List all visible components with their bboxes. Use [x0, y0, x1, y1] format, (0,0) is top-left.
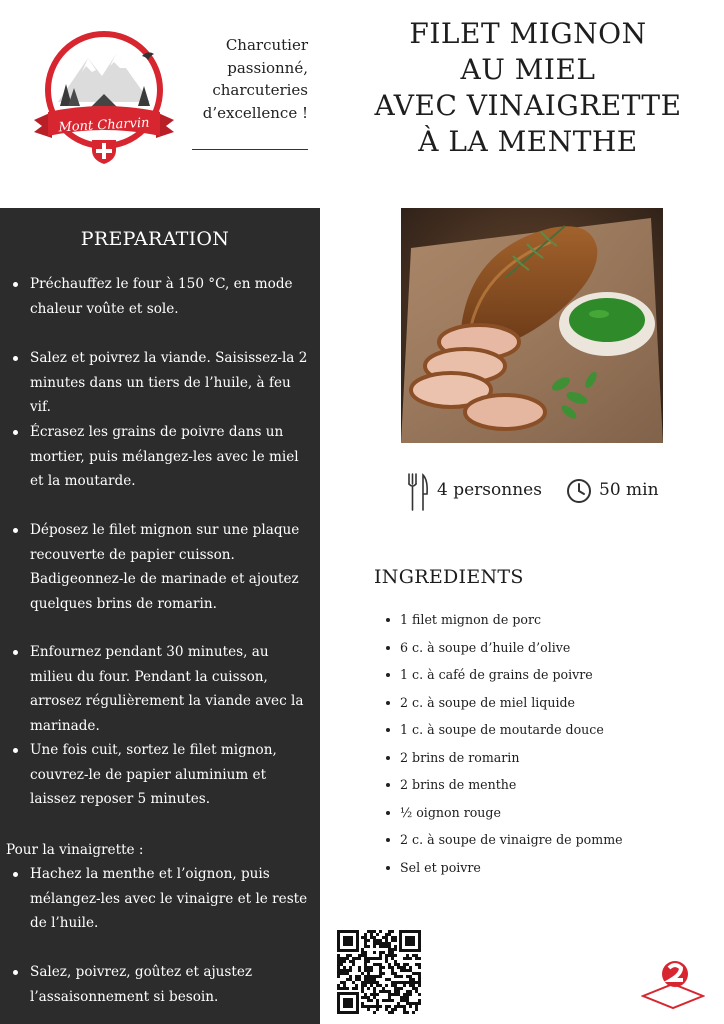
ingredient-text: 1 c. à soupe de moutarde douce — [400, 722, 604, 737]
bullet — [386, 866, 390, 870]
recipe-title — [352, 16, 704, 160]
clock-icon — [566, 478, 592, 504]
preparation-step-5 — [30, 640, 310, 738]
preparation-step-3 — [30, 420, 310, 494]
bullet — [386, 673, 390, 677]
step-text: Écrasez les grains de poivre dans un mortier, puis mélangez-les avec le miel et la moutarde. — [30, 424, 299, 489]
bullet — [386, 811, 390, 815]
tagline-line-2: passionné, — [227, 58, 308, 77]
ingredient-text: 6 c. à soupe d’huile d’olive — [400, 639, 571, 655]
preparation-panel — [0, 208, 320, 1024]
preparation-step-1 — [30, 272, 310, 321]
bullet — [13, 872, 18, 877]
bullet — [13, 528, 18, 533]
bullet — [386, 646, 390, 650]
ingredient-item — [400, 803, 501, 823]
title-line-2: AU MIEL — [460, 53, 596, 86]
title-line-4: À LA MENTHE — [418, 125, 638, 158]
fork-knife-icon — [406, 472, 430, 512]
preparation-step-6 — [30, 738, 310, 812]
ingredient-text: 2 c. à soupe de miel liquide — [400, 694, 576, 710]
tagline-divider — [192, 149, 308, 150]
ingredient-item — [400, 748, 519, 768]
tagline-line-4: d’excellence ! — [202, 103, 308, 122]
title-line-1: FILET MIGNON — [409, 17, 647, 50]
ingredient-text: 2 brins de menthe — [400, 777, 517, 792]
bullet — [386, 728, 390, 732]
bullet — [13, 970, 18, 975]
ingredient-text: 2 c. à soupe de vinaigre de pomme — [400, 832, 623, 847]
bullet — [13, 748, 18, 753]
vinaigrette-step-2 — [30, 960, 310, 1009]
bullet — [386, 783, 390, 787]
vinaigrette-label: Pour la vinaigrette : — [6, 842, 144, 858]
recipe-meta — [406, 472, 706, 512]
duration-text: 50 min — [599, 480, 659, 500]
step-text: Salez et poivrez la viande. Saisissez-la 2 minutes dans un tiers de l’huile, à feu vif. — [30, 350, 308, 415]
title-line-3: AVEC VINAIGRETTE — [374, 89, 682, 122]
tagline-line-1: Charcutier — [225, 36, 308, 54]
bullet — [13, 650, 18, 655]
brand-tagline — [196, 34, 308, 124]
mont-charvin-logo — [30, 28, 188, 166]
ingredient-item — [400, 693, 575, 713]
dish-photo — [401, 208, 663, 443]
ingredient-item — [400, 638, 570, 658]
logo-banner-text: Mont Charvin — [58, 115, 150, 136]
qr-code[interactable] — [337, 930, 421, 1014]
step-text: Déposez le filet mignon sur une plaque recouverte de papier cuisson. Badigeonnez-le de marinade et ajoutez quelques brins de romarin. — [30, 522, 300, 612]
preparation-step-4 — [30, 518, 310, 616]
maitre-artisan-logo — [641, 958, 705, 1010]
bullet — [13, 282, 18, 287]
ingredient-text: ½ oignon rouge — [400, 804, 501, 820]
preparation-heading: PREPARATION — [80, 228, 230, 250]
ingredients-heading: INGREDIENTS — [374, 566, 524, 588]
step-text: Préchauffez le four à 150 °C, en mode chaleur voûte et sole. — [30, 276, 293, 317]
ingredient-item — [400, 720, 604, 740]
ingredient-text: Sel et poivre — [400, 859, 481, 875]
step-text: Enfournez pendant 30 minutes, au milieu du four. Pendant la cuisson, arrosez régulièrement la viande avec la marinade. — [30, 644, 304, 734]
ingredient-text: 1 c. à café de grains de poivre — [400, 667, 593, 682]
bullet — [386, 701, 390, 705]
ingredient-item — [400, 830, 623, 850]
bullet — [13, 356, 18, 361]
step-text: Une fois cuit, sortez le filet mignon, couvrez-le de papier aluminium et laissez reposer 5 minutes. — [30, 742, 277, 807]
bullet — [386, 756, 390, 760]
ingredient-text: 2 brins de romarin — [400, 749, 520, 765]
ingredient-item — [400, 665, 593, 685]
bullet — [386, 618, 390, 622]
ingredient-item — [400, 775, 516, 795]
tagline-line-3: charcuteries — [212, 81, 308, 99]
bullet — [386, 838, 390, 842]
bullet — [13, 430, 18, 435]
preparation-step-2 — [30, 346, 310, 420]
servings-text: 4 personnes — [437, 480, 542, 500]
ingredient-item — [400, 610, 541, 630]
step-text: Salez, poivrez, goûtez et ajustez l’assaisonnement si besoin. — [30, 964, 253, 1005]
ingredient-text: 1 filet mignon de porc — [400, 612, 542, 627]
vinaigrette-step-1 — [30, 862, 310, 936]
step-text: Hachez la menthe et l’oignon, puis mélangez-les avec le vinaigre et le reste de l’huile. — [30, 866, 308, 931]
ingredient-item — [400, 858, 481, 878]
